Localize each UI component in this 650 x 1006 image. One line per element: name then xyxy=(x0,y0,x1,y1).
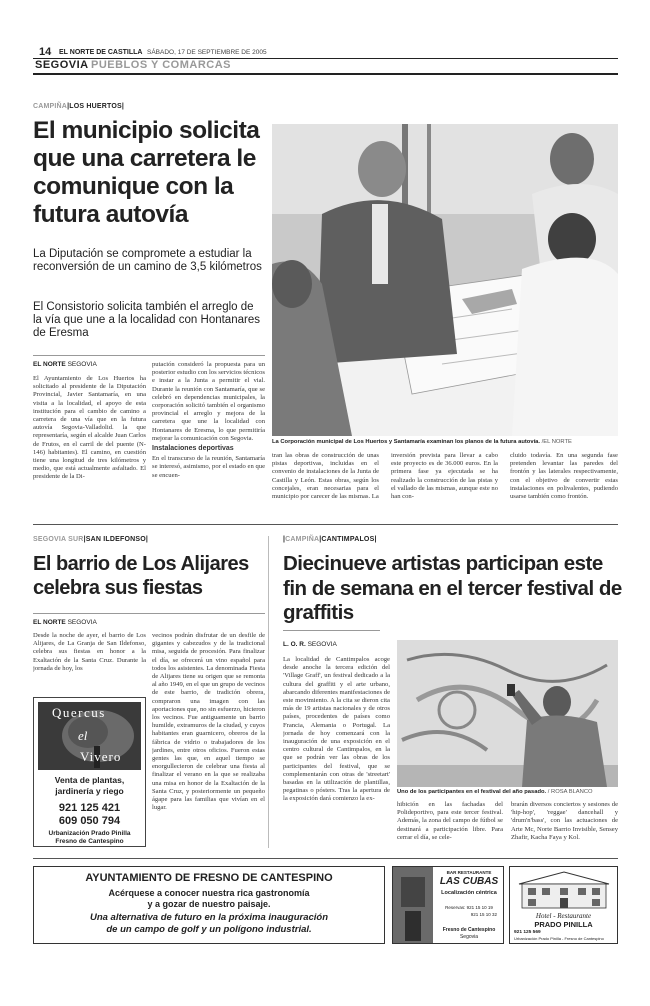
ayto-line2: y a gozar de nuestro paisaje. xyxy=(147,899,271,909)
las-cubas-phone2[interactable]: 921 15 10 32 xyxy=(470,912,497,917)
prado-pinilla-address: Urbanización Prado Pinilla - Fresno de Cantespino xyxy=(514,936,604,941)
article1-deck1: La Diputación se compromete a estudiar la reconversión de un camino de 3,5 kilómetros xyxy=(33,248,262,273)
las-cubas-photo xyxy=(393,867,433,943)
article1-byline: EL NORTE SEGOVIA xyxy=(33,361,97,368)
ayto-line1: Acérquese a conocer nuestra rica gastronomía xyxy=(108,888,310,898)
article1-col1: El Ayuntamiento de Los Huertos ha solicitado al presidente de la Diputación Provincial, Javier Santamaría, en una visita a la localidad, el apoyo de esta institución para el cambio de camino a carretera de una vía que en la futura autovía Segovia-Valladolid. la que representaría, según el alcalde Juan Carlos de Frutos, en el carril de del puente (N-146) habitantes). El camino, en cuestión tiene una longitud de tres kilómetros y medio, que está actualmente asfaltado. El presidente de la Di- xyxy=(33,375,146,481)
las-cubas-kicker: BAR RESTAURANTE xyxy=(446,870,492,875)
quercus-brand-el: el xyxy=(78,728,88,743)
las-cubas-place: Fresno de Cantespino xyxy=(442,927,496,933)
las-cubas-name: LAS CUBAS xyxy=(439,876,499,887)
las-cubas-province: Segovia xyxy=(459,934,479,940)
article3-headline: Diecinueve artistas participan este fin de semana en el tercer festival de graffitis xyxy=(283,552,622,624)
page-number: 14 xyxy=(39,46,52,58)
section-title: SEGOVIA xyxy=(35,59,89,71)
article2-tag: SEGOVIA SUR|SAN ILDEFONSO| xyxy=(33,536,149,543)
ayto-line4: de un campo de golf y un polígono industrial. xyxy=(106,924,312,935)
section-divider xyxy=(33,524,618,525)
article1-caption: La Corporación municipal de Los Huertos y Santamaría examinan los planos de la futura autovía. /EL NORTE xyxy=(272,439,572,445)
masthead xyxy=(33,44,618,76)
prado-pinilla-phone[interactable]: 921 125 569 xyxy=(514,930,541,935)
subsection-title: PUEBLOS Y COMARCAS xyxy=(91,59,232,71)
ad-prado-pinilla[interactable] xyxy=(509,866,618,944)
quercus-line2: jardinería y riego xyxy=(55,786,124,796)
article1-col2: putación consideró la propuesta para un posterior estudio con los servicios técnicos e instar a la Junta a permitir el vial. Durante la reunión con Santamaría, que se celebró en dependencias municipales, la corporación solicitó también el organismo provincial el arreglo y mejora de la carretera que une la localidad con Hontanares de Eresma, lo que permitiría mejorar la comunicación con Segovia. Instalaciones deportivas En el transcurso de la reunión, Santamaría se interesó, asimismo, por el estado en que se encuen- xyxy=(152,361,265,479)
issue-date: SÁBADO, 17 DE SEPTIEMBRE DE 2005 xyxy=(147,49,267,56)
prado-pinilla-name: PRADO PINILLA xyxy=(534,920,593,929)
article2-col1: Desde la noche de ayer, el barrio de Los Alijares, de La Granja de San Ildefonso, celebra sus fiestas en honor a la Exaltación de la Santa Cruz. Durante la jornada de hoy, los xyxy=(33,632,146,672)
article1-deck2: El Consistorio solicita también el arreglo de la vía que une a la localidad con Hontanares de Eresma xyxy=(33,301,260,339)
article1-subhead: Instalaciones deportivas xyxy=(152,445,234,453)
ayto-title: AYUNTAMIENTO DE FRESNO DE CANTESPINO xyxy=(85,872,333,884)
quercus-line1: Venta de plantas, xyxy=(54,775,125,785)
quercus-brand-top: Quercus xyxy=(52,705,106,720)
article3-photo xyxy=(397,640,618,787)
prado-pinilla-building xyxy=(514,870,614,910)
article2-col2: vecinos podrán disfrutar de un desfile de gigantes y cabezudos y de la tradicional misa, seguida de procesión. Para finalizar el día, se ofrecerá un vino español para todos los asistentes. La denominada Fiesta de Alijares tiene su origen que se remonta al año 1949, en el que un grupo de vecinos de este barrio, de tradición obrera, compraron una imagen con las aportaciones que, no sin esfuerzo, hicieron los vecinos. Fue antiguamente un barrio humilde, extramuros de la ciudad, y cuyos habitantes eran guarnicero, obreros de la fábrica de vidrio o trabajadores de los jardines, entre otros oficios. Fueron estas gentes las que, en aquel tiempo se enorgullecieron de celebrar una fiesta al finalizar el verano en la que se realizaba una misa en honor de la Exaltación de la Santa Cruz, y posteriormente un pequeño ágape para las familias que vivían en el lugar. xyxy=(152,632,265,812)
article3-tag: |CAMPIÑA|CANTIMPALOS| xyxy=(283,536,377,543)
quercus-phone1[interactable]: 921 125 421 xyxy=(58,802,121,814)
las-cubas-reservas[interactable]: Reservas: 921 15 10 19 xyxy=(445,905,493,910)
article3-caption: Uno de los participantes en el festival del año pasado. / ROSA BLANCO xyxy=(397,789,593,795)
article1-col4: inversión prevista para llevar a cabo este proyecto es de 36.000 euros. En la primera fase ya ejecutada se ha realizado la construcción de las pistas y el vallado de las mismas, aunque este no han con- xyxy=(391,452,498,501)
article3-byline: L. O. R. SEGOVIA xyxy=(283,641,337,648)
paper-name: EL NORTE DE CASTILLA xyxy=(59,49,143,56)
ads-divider xyxy=(33,858,618,859)
quercus-logo xyxy=(38,702,141,770)
ayto-line3: Una alternativa de futuro en la próxima inauguración xyxy=(89,912,329,923)
article2-headline: El barrio de Los Alijares celebra sus fiestas xyxy=(33,553,249,599)
article1-col3: tran las obras de construcción de unas pistas deportivas, incluidas en el convenio de instalaciones de la Junta de Castilla y León. Estas obras, según los concejales, eran necesarias para el municipio por carecer de las mismas. La xyxy=(272,452,379,501)
article1-headline: El municipio solicita que una carretera le comunique con la futura autovía xyxy=(33,117,260,228)
quercus-phone2[interactable]: 609 050 794 xyxy=(58,815,121,827)
ad-las-cubas[interactable] xyxy=(392,866,504,944)
masthead-rule xyxy=(33,58,618,59)
article3-col3: brarán diversos conciertos y sesiones de 'hip-hop', 'reggae' dancehall y 'drum'n'bass', con las actuaciones de Arte Mc, Norte Barrio Invisible, Sensey Zhafir, Kacha Faya y Kol. xyxy=(511,801,618,841)
quercus-address2: Fresno de Cantespino xyxy=(55,838,124,845)
article2-byline: EL NORTE SEGOVIA xyxy=(33,619,97,626)
quercus-brand-bottom: Vivero xyxy=(80,749,122,764)
prado-pinilla-kicker: Hotel - Restaurante xyxy=(535,912,592,920)
article3-col2: hibición en las fachadas del Polideportivo, para este tercer festival. Además, la zona del campo de fútbol se destinará a participación libre. Para cerrar el día, se cele- xyxy=(397,801,503,841)
quercus-address1: Urbanización Prado Pinilla xyxy=(48,830,131,837)
article1-photo xyxy=(272,124,618,436)
masthead-rule-bottom xyxy=(33,73,618,75)
article1-tag: CAMPIÑA|LOS HUERTOS| xyxy=(33,103,125,110)
las-cubas-tagline: Localización céntrica xyxy=(441,890,497,896)
article3-col1: La localidad de Cantimpalos acoge desde anoche la tercera edición del 'Village Graff', un festival dedicado a la cultura del graffiti y el arte urbano, abarcando diferentes manifestaciones de este movimiento. A la cita se dieron cita más de 19 artistas nacionales y de otros países, procedentes de países como Francia, Alemania o Portugal. La jornada de hoy comenzará con la inauguración de una exposición en el centro cultural de Cantimpalos, en la que se podrán ver las obras de los participantes del festival, que se complementarán con otras de 'streetart' basadas en la utilización de plantillas, pegatinas o pósters. Tras la apertura de la exposición dará comienzo la ex- xyxy=(283,656,390,803)
ad-quercus[interactable] xyxy=(33,697,146,847)
article1-col5: cluido todavía. En una segunda fase pretenden levantar las paredes del frontón y las laterales respectivamente, con el objetivo de convertir estas instalaciones en polivalentes, pudiendo usarse también como frontón. xyxy=(510,452,618,501)
ad-ayuntamiento[interactable] xyxy=(33,866,385,944)
